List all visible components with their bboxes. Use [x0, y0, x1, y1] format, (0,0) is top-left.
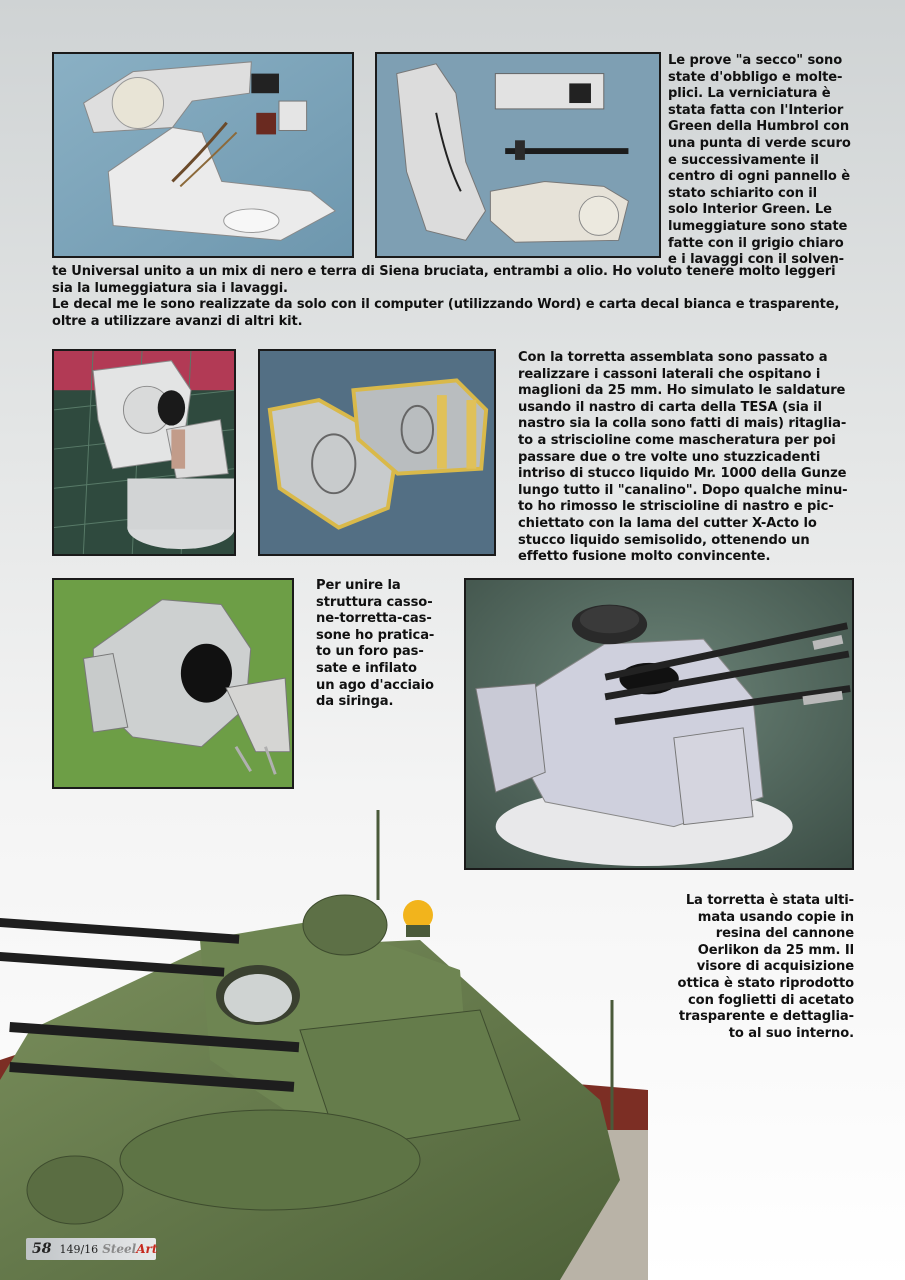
text-line: mata usando copie in: [697, 909, 854, 925]
text-line: passare due o tre volte uno stuzzicadenti: [518, 449, 821, 465]
text-line: La torretta è stata ulti-: [685, 893, 854, 908]
text-line: usando il nastro di carta della TESA (sia il: [518, 399, 822, 415]
text-line: maglioni da 25 mm. Ho simulato le saldature: [518, 383, 846, 399]
photo-interior-parts-1: [52, 52, 354, 258]
text-line: visore di acquisizione: [696, 959, 854, 975]
text-painting-interior: [668, 53, 883, 269]
magazine-logo-art: Art: [136, 1242, 158, 1256]
text-line: to al suo interno.: [728, 1025, 854, 1041]
text-line: sate e infilato: [316, 660, 417, 676]
text-line: centro di ogni pannello è: [668, 169, 851, 185]
text-line: stata fatta con l'Interior: [668, 102, 844, 118]
text-line: Per unire la: [316, 578, 401, 593]
text-steel-needle: [316, 578, 456, 711]
text-line: una punta di verde scuro: [668, 135, 851, 151]
text-line: Con la torretta assemblata sono passato a: [518, 350, 828, 365]
text-line: e successivamente il: [668, 152, 819, 168]
text-line: un ago d'acciaio: [316, 677, 434, 693]
page-number: 58: [32, 1241, 52, 1257]
text-line: oltre a utilizzare avanzi di altri kit.: [52, 313, 303, 329]
text-line: te Universal unito a un mix di nero e terra di Siena bruciata, entrambi a olio. Ho voluto tenere molto leggeri: [52, 264, 836, 279]
text-line: Oerlikon da 25 mm. Il: [697, 942, 854, 958]
text-line: stucco liquido semisolido, ottenendo un: [518, 532, 810, 548]
text-line: plici. La verniciatura è: [668, 86, 831, 102]
text-line: sone ho pratica-: [316, 627, 435, 643]
photo-turret-assembly-green: [52, 578, 294, 789]
text-line: trasparente e dettaglia-: [678, 1009, 854, 1025]
text-line: state d'obbligo e molte-: [668, 69, 843, 85]
text-line: stato schiarito con il: [668, 185, 818, 201]
text-line: lumeggiature sono state: [668, 218, 848, 234]
text-line: ottica è stato riprodotto: [677, 975, 854, 991]
text-line: to un foro pas-: [316, 644, 424, 660]
photo-completed-vehicle: [0, 800, 648, 1280]
text-line: effetto fusione molto convincente.: [518, 549, 771, 565]
text-line: Green della Humbrol con: [668, 119, 850, 135]
text-line: struttura casso-: [316, 594, 433, 610]
magazine-logo-steel: Steel: [102, 1242, 137, 1256]
text-line: e i lavaggi con il solven-: [668, 252, 844, 268]
text-line: lungo tutto il "canalino". Dopo qualche minu-: [518, 482, 848, 498]
text-line: Le decal me le sono realizzate da solo con il computer (utilizzando Word) e carta decal bianca e trasparente,: [52, 297, 840, 313]
text-line: Le prove "a secco" sono: [668, 53, 843, 68]
text-line: solo Interior Green. Le: [668, 202, 832, 218]
text-line: to a striscioline come mascheratura per poi: [518, 432, 836, 448]
text-line: nastro sia la colla sono fatti di mais) ritaglia-: [518, 416, 847, 432]
text-line: resina del cannone: [715, 926, 854, 942]
text-painting-continued: [52, 264, 892, 330]
text-line: realizzare i cassoni laterali che ospitano i: [518, 366, 821, 382]
photo-side-boxes: [258, 349, 496, 556]
text-line: fatte con il grigio chiaro: [668, 235, 844, 251]
text-turret-finished: [660, 893, 854, 1042]
text-line: chiettato con la lama del cutter X-Acto lo: [518, 515, 817, 531]
photo-turret-on-mat: [52, 349, 236, 556]
text-line: intriso di stucco liquido Mr. 1000 della Gunze: [518, 466, 847, 482]
text-line: da siringa.: [316, 694, 394, 710]
text-line: to ho rimosso le striscioline di nastro e pic-: [518, 499, 834, 515]
text-line: ne-torretta-cas-: [316, 611, 432, 627]
text-line: con foglietti di acetato: [688, 992, 854, 1008]
text-line: sia la lumeggiatura sia i lavaggi.: [52, 280, 288, 296]
page-footer: [26, 1238, 156, 1260]
photo-interior-parts-2: [375, 52, 661, 258]
text-side-boxes: [518, 350, 890, 566]
issue-number: 149/16: [59, 1242, 99, 1256]
